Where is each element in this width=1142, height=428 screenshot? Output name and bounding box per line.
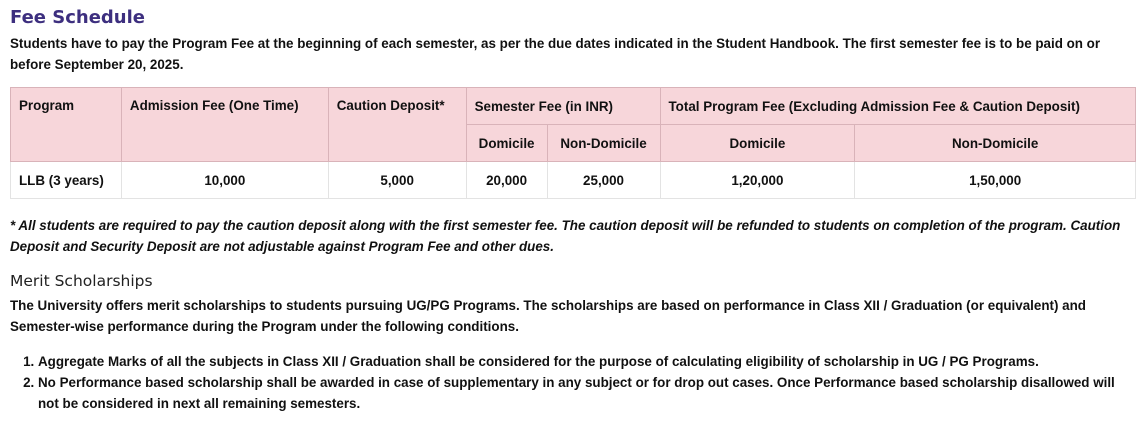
header-total-domicile: Domicile	[660, 125, 855, 162]
header-caution-deposit: Caution Deposit*	[328, 88, 466, 162]
header-admission-fee: Admission Fee (One Time)	[121, 88, 328, 162]
table-header-row	[11, 88, 1136, 125]
list-item: 2. No Performance based scholarship shall be awarded in case of supplementary in any subject or for drop out cases. Once Performance based scholarship disallowed will not be considered in next all remaining semesters.	[38, 372, 1132, 414]
merit-scholarships-body: The University offers merit scholarships to students pursuing UG/PG Programs. The scholarships are based on performance in Class XII / Graduation (or equivalent) and Semester-wise performance during the Program under the following conditions.	[10, 298, 1086, 334]
cell-program: LLB (3 years)	[11, 162, 122, 199]
fee-table	[10, 87, 1136, 199]
fee-schedule-heading: Fee Schedule	[10, 7, 145, 28]
cell-admission-fee: 10,000	[121, 162, 328, 199]
caution-deposit-note: * All students are required to pay the caution deposit along with the first semester fee. The caution deposit will be refunded to students on completion of the program. Caution Deposit and Security Deposit are not adjustable against Program Fee and other dues.	[10, 218, 1121, 254]
merit-scholarships-heading: Merit Scholarships	[10, 272, 153, 290]
header-program: Program	[11, 88, 122, 162]
header-total-fee: Total Program Fee (Excluding Admission Fee & Caution Deposit)	[660, 88, 1136, 125]
cell-total-non-domicile: 1,50,000	[855, 162, 1136, 199]
table-row	[11, 162, 1136, 199]
header-total-non-domicile: Non-Domicile	[855, 125, 1136, 162]
header-semester-domicile: Domicile	[466, 125, 547, 162]
cell-semester-non-domicile: 25,000	[547, 162, 660, 199]
cell-caution-deposit: 5,000	[328, 162, 466, 199]
header-semester-fee: Semester Fee (in INR)	[466, 88, 660, 125]
list-item: 1. Aggregate Marks of all the subjects in Class XII / Graduation shall be considered for the purpose of calculating eligibility of scholarship in UG / PG Programs.	[38, 351, 1132, 372]
scholarship-conditions-list	[10, 351, 1132, 414]
header-semester-non-domicile: Non-Domicile	[547, 125, 660, 162]
cell-semester-domicile: 20,000	[466, 162, 547, 199]
cell-total-domicile: 1,20,000	[660, 162, 855, 199]
fee-schedule-intro: Students have to pay the Program Fee at the beginning of each semester, as per the due dates indicated in the Student Handbook. The first semester fee is to be paid on or before September 20, 2025.	[10, 36, 1101, 72]
